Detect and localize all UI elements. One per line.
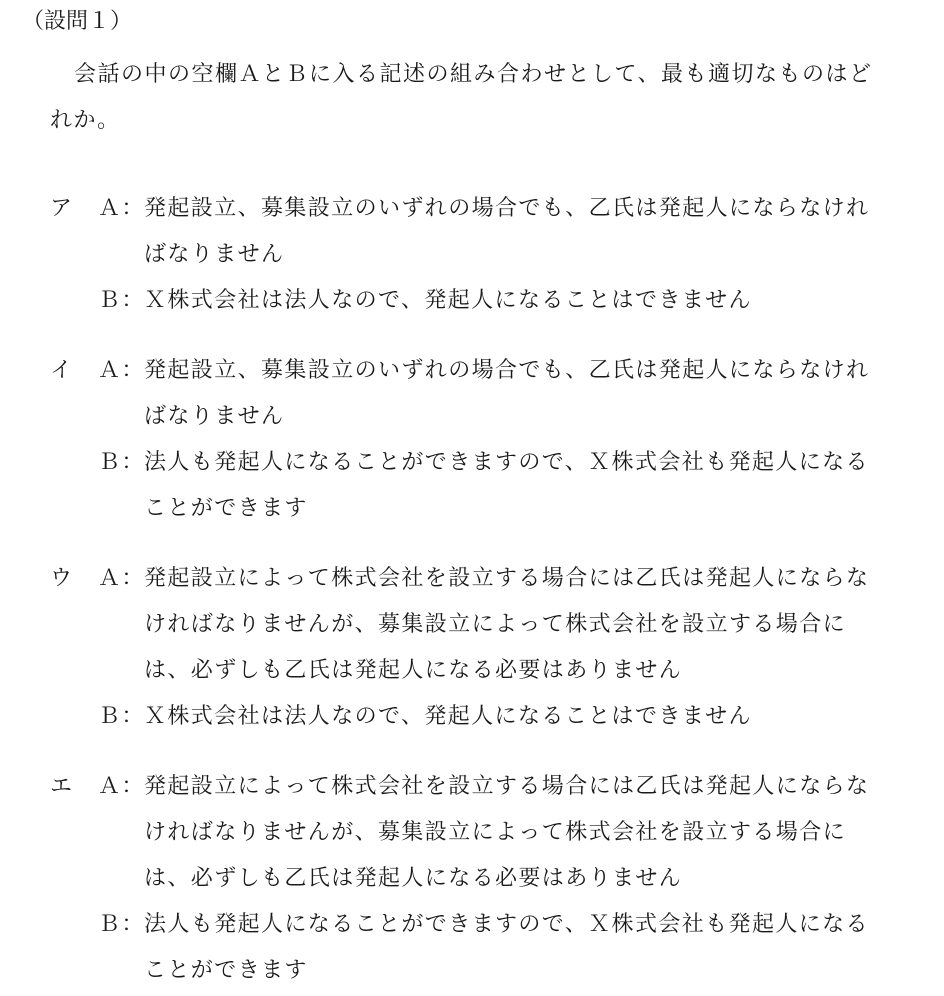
- statement-label: Ａ：: [98, 358, 145, 383]
- option-marker: イ: [50, 358, 73, 383]
- statement-text: 法人も発起人になることができますので、Ｘ株式会社も発起人になることができます: [144, 912, 869, 983]
- statement-text: Ｘ株式会社は法人なので、発起人になることはできません: [144, 704, 752, 729]
- statement-label: Ｂ：: [98, 450, 145, 475]
- question-text: 会話の中の空欄ＡとＢに入る記述の組み合わせとして、最も適切なものはどれか。: [50, 62, 873, 133]
- question-heading: （設問１）: [22, 9, 133, 34]
- option-marker: エ: [50, 774, 73, 799]
- option-a: [50, 186, 910, 324]
- statement-b: [98, 440, 888, 532]
- option-i: [50, 348, 910, 532]
- statement-label: Ｂ：: [98, 704, 145, 729]
- statement-label: Ｂ：: [98, 288, 145, 313]
- option-marker: ウ: [50, 566, 73, 591]
- statement-a: [98, 556, 888, 694]
- statement-a: [98, 764, 888, 902]
- statement-label: Ｂ：: [98, 912, 145, 937]
- statement-a: [98, 348, 888, 440]
- statement-b: [98, 902, 888, 994]
- statement-label: Ａ：: [98, 566, 145, 591]
- statement-label: Ａ：: [98, 196, 145, 221]
- option-e: [50, 764, 910, 994]
- option-u: [50, 556, 910, 740]
- option-marker: ア: [50, 196, 73, 221]
- statement-text: 発起設立によって株式会社を設立する場合には乙氏は発起人にならなければなりませんが、募集設立によって株式会社を設立する場合には、必ずしも乙氏は発起人になる必要はありません: [144, 566, 870, 683]
- statement-text: 発起設立、募集設立のいずれの場合でも、乙氏は発起人にならなければなりません: [144, 358, 870, 429]
- statement-a: [98, 186, 888, 278]
- statement-text: 発起設立、募集設立のいずれの場合でも、乙氏は発起人にならなければなりません: [144, 196, 870, 267]
- statement-b: [98, 278, 888, 324]
- statement-label: Ａ：: [98, 774, 145, 799]
- statement-text: 発起設立によって株式会社を設立する場合には乙氏は発起人にならなければなりませんが、募集設立によって株式会社を設立する場合には、必ずしも乙氏は発起人になる必要はありません: [144, 774, 870, 891]
- statement-text: Ｘ株式会社は法人なので、発起人になることはできません: [144, 288, 752, 313]
- statement-text: 法人も発起人になることができますので、Ｘ株式会社も発起人になることができます: [144, 450, 869, 521]
- statement-b: [98, 694, 888, 740]
